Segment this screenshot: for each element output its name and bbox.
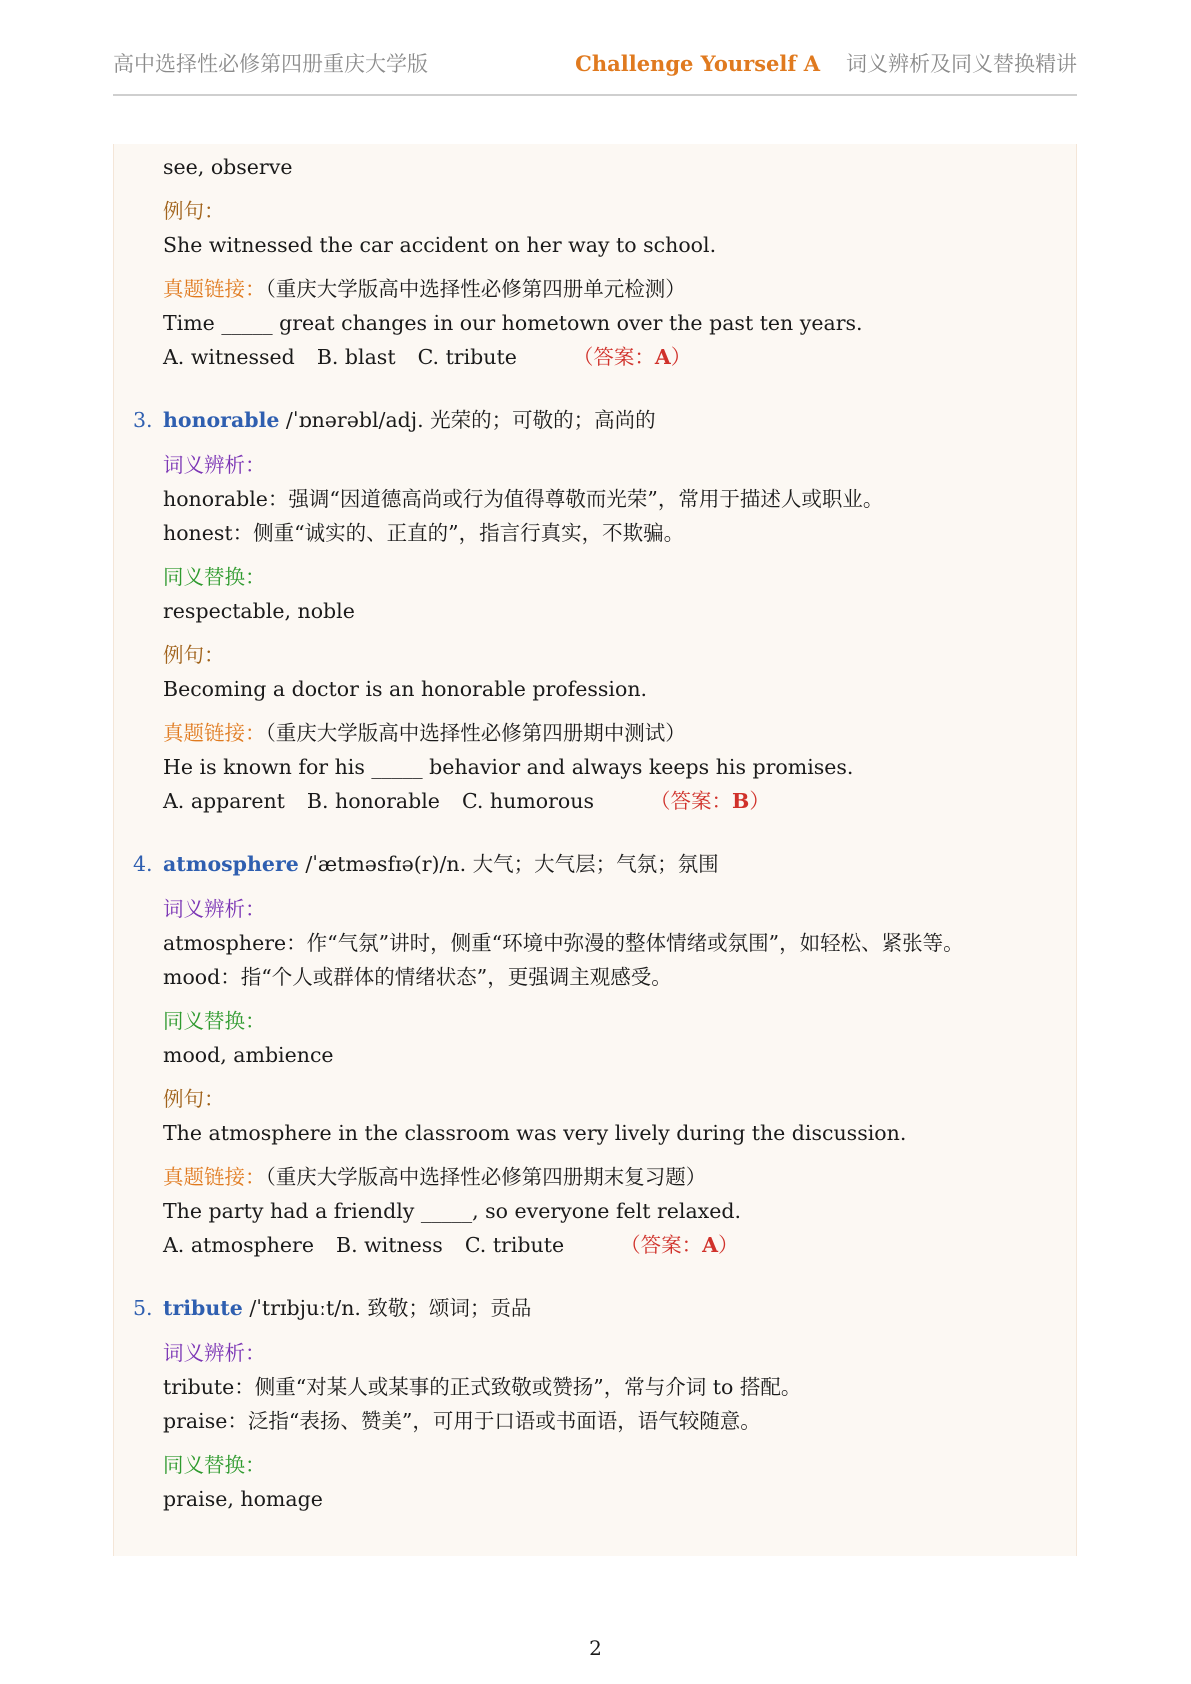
answer: （答案：B）: [649, 789, 770, 813]
analysis-line: mood：指“个人或群体的情绪状态”，更强调主观感受。: [163, 965, 672, 989]
options-line: [163, 340, 1043, 374]
analysis-label: 词义辨析：: [163, 453, 266, 477]
entry-definition: /ˈɒnərəbl/adj. 光荣的；可敬的；高尚的: [279, 408, 656, 432]
option: B. honorable: [306, 789, 440, 813]
synonyms-label: 同义替换：: [163, 565, 266, 589]
analysis-line: honest：侧重“诚实的、正直的”，指言行真实，不欺骗。: [163, 521, 685, 545]
analysis-line: praise：泛指“表扬、赞美”，可用于口语或书面语，语气较随意。: [163, 1409, 761, 1433]
entry-number: 3.: [133, 408, 153, 432]
example-sentence: Becoming a doctor is an honorable profession.: [163, 677, 648, 701]
entry-definition: /ˈtrɪbjuːt/n. 致敬；颂词；贡品: [242, 1296, 532, 1320]
real-link-label: 真题链接：: [163, 277, 266, 301]
real-link-label: 真题链接：: [163, 1165, 266, 1189]
example-sentence: The atmosphere in the classroom was very lively during the discussion.: [163, 1121, 907, 1145]
synonyms-text: see, observe: [163, 155, 293, 179]
real-link-source: （重庆大学版高中选择性必修第四册单元检测）: [265, 277, 686, 301]
header-divider: [113, 94, 1077, 96]
question-text: He is known for his _____ behavior and always keeps his promises.: [163, 755, 854, 779]
entry-heading: [133, 1290, 1043, 1326]
entry-heading: [133, 846, 1043, 882]
entry-heading: [133, 402, 1043, 438]
synonyms-text: praise, homage: [163, 1487, 323, 1511]
real-link-line: [163, 272, 1043, 306]
synonyms-text: respectable, noble: [163, 599, 355, 623]
analysis-line: tribute：侧重“对某人或某事的正式致敬或赞扬”，常与介词 to 搭配。: [163, 1375, 802, 1399]
question-text: Time _____ great changes in our hometown over the past ten years.: [163, 311, 863, 335]
synonyms-label: 同义替换：: [163, 1453, 266, 1477]
option: C. tribute: [464, 1233, 565, 1257]
options-line: [163, 1228, 1043, 1262]
real-link-line: [163, 1160, 1043, 1194]
synonyms-label: 同义替换：: [163, 1009, 266, 1033]
analysis-line: atmosphere：作“气氛”讲时，侧重“环境中弥漫的整体情绪或氛围”，如轻松、紧张等。: [163, 931, 964, 955]
answer-letter: A: [654, 345, 671, 369]
option: B. blast: [316, 345, 396, 369]
entry-definition: /ˈætməsfɪə(r)/n. 大气；大气层；气氛；氛围: [298, 852, 719, 876]
question-text: The party had a friendly _____, so everyone felt relaxed.: [163, 1199, 742, 1223]
header-book-title: 高中选择性必修第四册重庆大学版: [113, 52, 428, 76]
header-right: [575, 48, 1077, 78]
analysis-line: honorable：强调“因道德高尚或行为值得尊敬而光荣”，常用于描述人或职业。: [163, 487, 884, 511]
option: A. atmosphere: [163, 1233, 314, 1257]
analysis-label: 词义辨析：: [163, 897, 266, 921]
entry-word: atmosphere: [163, 852, 299, 876]
entry-word: honorable: [163, 408, 280, 432]
entry-word: tribute: [163, 1296, 243, 1320]
real-link-source: （重庆大学版高中选择性必修第四册期末复习题）: [265, 1165, 707, 1189]
option: B. witness: [336, 1233, 443, 1257]
entry-number: 5.: [133, 1296, 153, 1320]
page-number: 2: [589, 1636, 602, 1660]
answer-letter: A: [702, 1233, 719, 1257]
example-label: 例句：: [163, 643, 225, 667]
real-link-source: （重庆大学版高中选择性必修第四册期中测试）: [265, 721, 686, 745]
real-link-line: [163, 716, 1043, 750]
page-header: [113, 44, 1077, 84]
option: C. humorous: [461, 789, 594, 813]
real-link-label: 真题链接：: [163, 721, 266, 745]
answer: （答案：A）: [620, 1233, 739, 1257]
option: A. witnessed: [163, 345, 295, 369]
entry-number: 4.: [133, 852, 153, 876]
example-sentence: She witnessed the car accident on her way to school.: [163, 233, 717, 257]
header-section-title: 词义辨析及同义替换精讲: [846, 52, 1077, 76]
synonyms-text: mood, ambience: [163, 1043, 334, 1067]
answer-letter: B: [731, 789, 750, 813]
vocabulary-content: [133, 150, 1043, 1516]
answer: （答案：A）: [572, 345, 692, 369]
option: A. apparent: [163, 789, 285, 813]
options-line: [163, 784, 1043, 818]
example-label: 例句：: [163, 1087, 225, 1111]
option: C. tribute: [417, 345, 517, 369]
analysis-label: 词义辨析：: [163, 1341, 266, 1365]
header-brand: Challenge Yourself A: [575, 51, 820, 76]
example-label: 例句：: [163, 199, 225, 223]
